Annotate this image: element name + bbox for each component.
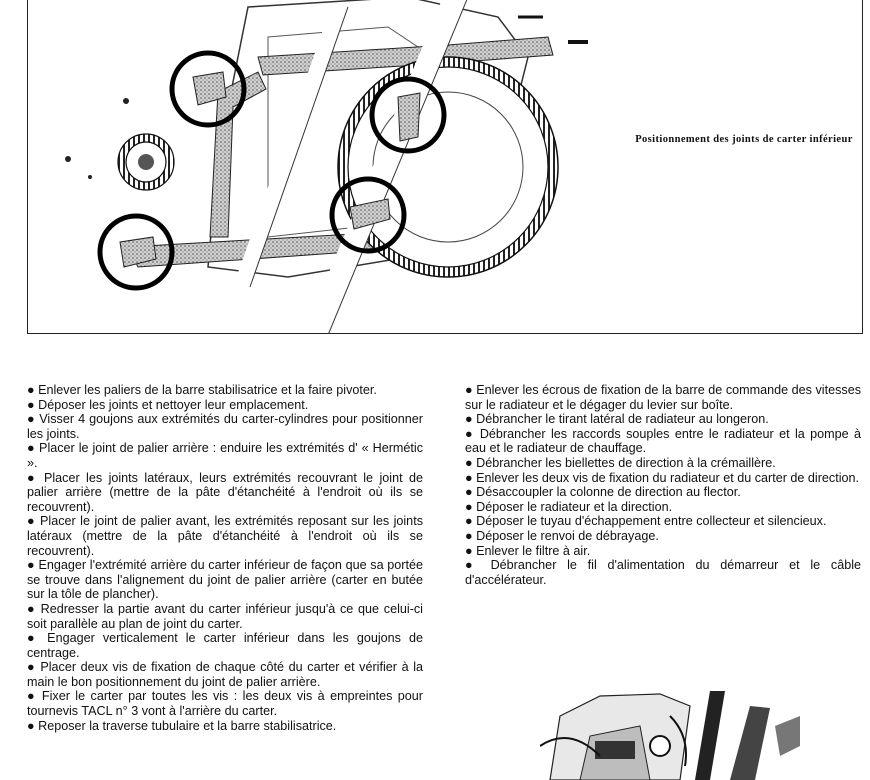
instruction-item: ● Enlever les deux vis de fixation du radiateur et du carter de direction. — [465, 470, 860, 485]
engine-gasket-illustration — [28, 0, 863, 334]
instruction-item: ● Débrancher le tirant latéral de radiateur au longeron. — [465, 412, 769, 427]
instruction-item: ● Déposer le radiateur et la direction. — [465, 499, 673, 514]
instruction-item: ● Engager l'extrémité arrière du carter inférieur de façon que sa portée se trouve dans l'alignement du joint de palier arrière (carter en butée sur la tôle de plancher). — [27, 558, 423, 602]
instruction-item: ● Débrancher les biellettes de direction à la crémaillère. — [465, 455, 776, 470]
instruction-item: ● Placer le joint de palier avant, les extrémités reposant sur les joints latéraux (mettre de la pâte d'étanchéité à l'endroit où ils se recouvrent). — [27, 514, 423, 558]
instruction-item: ● Enlever les paliers de la barre stabilisatrice et la faire pivoter. — [27, 383, 377, 397]
figure-frame — [27, 0, 863, 334]
instruction-item: ● Débrancher les raccords souples entre le radiateur et la pompe à eau et le radiateur de chauffage. — [465, 426, 861, 456]
instruction-item: ● Placer les joints latéraux, leurs extrémités recouvrant le joint de palier arrière (mettre de la pâte d'étanchéité à l'endroit où ils se recouvrent). — [27, 470, 423, 514]
instruction-item: ● Reposer la traverse tubulaire et la barre stabilisatrice. — [27, 718, 337, 733]
instruction-item: ● Enlever le filtre à air. — [465, 543, 591, 558]
instruction-item: ● Visser 4 goujons aux extrémités du carter-cylindres pour positionner les joints. — [27, 412, 423, 441]
right-column — [465, 383, 861, 587]
instruction-item: ● Débrancher le fil d'alimentation du démarreur et le câble d'accélérateur. — [465, 558, 861, 587]
instruction-item: ● Déposer le tuyau d'échappement entre collecteur et silencieux. — [465, 514, 827, 529]
instruction-item: ● Déposer le renvoi de débrayage. — [465, 528, 659, 543]
engine-bay-photo — [540, 686, 800, 780]
instruction-item: ● Déposer les joints et nettoyer leur emplacement. — [27, 397, 309, 412]
instruction-item: ● Fixer le carter par toutes les vis : les deux vis à empreintes pour tournevis TACL n° 3 vont à l'arrière du carter. — [27, 689, 423, 719]
figure-caption: Positionnement des joints de carter inférieur — [635, 134, 853, 145]
instruction-item: ● Placer deux vis de fixation de chaque côté du carter et vérifier à la main le bon positionnement du joint de palier arrière. — [27, 660, 423, 689]
engine-bay-illustration — [540, 686, 800, 780]
instruction-item: ● Désaccoupler la colonne de direction au flector. — [465, 485, 741, 500]
instruction-item: ● Redresser la partie avant du carter inférieur jusqu'à ce que celui-ci soit parallèle au plan de joint du carter. — [27, 601, 423, 631]
instruction-item: ● Engager verticalement le carter inférieur dans les goujons de centrage. — [27, 631, 423, 660]
instruction-item: ● Placer le joint de palier arrière : enduire les extrémités d' « Hermétic ». — [27, 441, 423, 470]
left-column — [27, 383, 423, 733]
instruction-item: ● Enlever les écrous de fixation de la barre de commande des vitesses sur le radiateur et le dégager du levier sur boîte. — [465, 383, 861, 412]
